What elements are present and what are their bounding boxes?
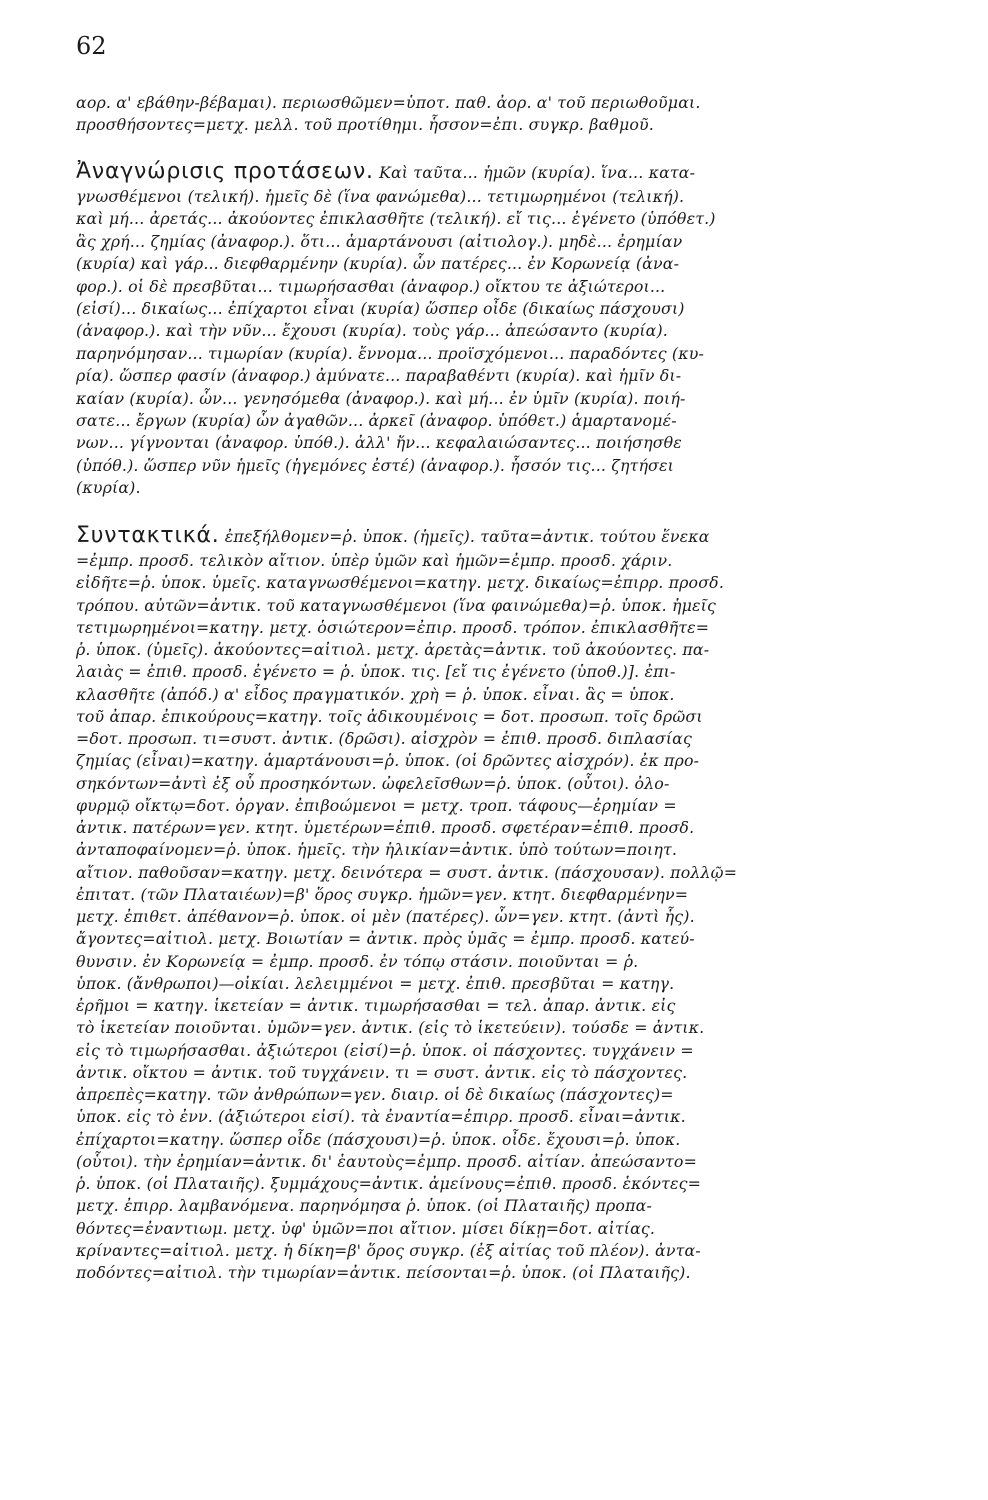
syntaktika-line: εἰδῆτε=ῥ. ὑποκ. ὑμεῖς. καταγνωσθέμενοι=κατηγ. μετχ. δικαίως=ἐπιρρ. προσδ.: [76, 573, 724, 593]
aorist-notes: [76, 92, 928, 137]
syntaktika-line: σηκόντων=ἀντὶ ἐξ οὗ προσηκόντων. ὠφελεῖσθων=ῥ. ὑποκ. (οὗτοι). ὀλο-: [76, 773, 670, 793]
syntaktika-line: =δοτ. προσωπ. τι=συστ. ἀντικ. (δρῶσι). αἰσχρὸν = ἐπιθ. προσδ. διπλασίας: [76, 729, 692, 748]
anagnorisis-line: καὶ μή... ἀρετάς... ἀκούοντες ἐπικλασθῆτε (τελική). εἴ τις... ἐγένετο (ὑπόθετ.): [76, 209, 716, 229]
anagnorisis-line: Καὶ ταῦτα... ἡμῶν (κυρία). ἵνα... κατα-: [379, 163, 696, 182]
anagnorisis-line: (κυρία).: [76, 478, 141, 498]
syntaktika-line: τὸ ἱκετείαν ποιοῦνται. ὑμῶν=γεν. ἀντικ. (εἰς τὸ ἱκετεύειν). τούσδε = ἀντικ.: [76, 1018, 705, 1038]
anagnorisis-line: (εἰσί)... δικαίως... ἐπίχαρτοι εἶναι (κυρία) ὥσπερ οἶδε (δικαίως πάσχουσι): [76, 299, 685, 319]
syntaktika-line: ἐρῆμοι = κατηγ. ἱκετείαν = ἀντικ. τιμωρήσασθαι = τελ. ἀπαρ. ἀντικ. εἰς: [76, 996, 676, 1015]
anagnorisis-line: ρία). ὥσπερ φασίν (ἀναφορ.) ἀμύνατε... παραβαθέντι (κυρία). καὶ ἡμῖν δι-: [76, 366, 682, 386]
anagnorisis-line: φορ.). οἱ δὲ πρεσβῦται... τιμωρήσασθαι (ἀναφορ.) οἴκτου τε ἀξιώτεροι...: [76, 276, 666, 296]
syntaktika-line: ποδόντες=αἰτιολ. τὴν τιμωρίαν=ἀντικ. πείσονται=ῥ. ὑποκ. (οἱ Πλαταιῆς).: [76, 1263, 691, 1282]
syntaktika-line: ἐπιτατ. (τῶν Πλαταιέων)=β' ὅρος συγκρ. ἡμῶν=γεν. κτητ. διεφθαρμένην=: [76, 884, 689, 904]
anagnorisis-line: ἃς χρή... ζημίας (ἀναφορ.). ὅτι... ἁμαρτάνουσι (αἰτιολογ.). μηδὲ... ἐρημίαν: [76, 231, 683, 251]
anagnorisis-line: παρηνόμησαν... τιμωρίαν (κυρία). ἔννομα... προϊσχόμενοι... παραδόντες (κυ-: [76, 343, 704, 363]
syntaktika-line: ῥ. ὑποκ. (ὑμεῖς). ἀκούοντες=αἰτιολ. μετχ. ἀρετὰς=ἀντικ. τοῦ ἀκούοντες. πα-: [76, 640, 710, 659]
syntaktika-line: τρόπου. αὐτῶν=ἀντικ. τοῦ καταγνωσθέμενοι (ἵνα φαινώμεθα)=ῥ. ὑποκ. ἡμεῖς: [76, 595, 716, 615]
page-number: 62: [76, 32, 107, 60]
syntaktika-line: ἄγοντες=αἰτιολ. μετχ. Βοιωτίαν = ἀντικ. πρὸς ὑμᾶς = ἐμπρ. προσδ. κατεύ-: [76, 929, 695, 949]
aorist-line: προσθήσοντες=μετχ. μελλ. τοῦ προτίθημι. ἧσσον=ἐπι. συγκρ. βαθμοῦ.: [76, 115, 654, 135]
syntaktika-line: (οὗτοι). τὴν ἐρημίαν=ἀντικ. δι' ἑαυτοὺς=ἐμπρ. προσδ. αἰτίαν. ἀπεώσαντο=: [76, 1151, 697, 1171]
anagnorisis-line: νων... γίγνονται (ἀναφορ. ὑπόθ.). ἀλλ' ἤν... κεφαλαιώσαντες... ποιήσησθε: [76, 433, 682, 453]
syntaktika-section: [76, 522, 928, 1284]
syntaktika-first-line: [76, 522, 928, 550]
anagnorisis-line: (ἀναφορ.). καὶ τὴν νῦν... ἔχουσι (κυρία). τοὺς γάρ... ἀπεώσαντο (κυρία).: [76, 321, 668, 341]
syntaktika-line: αἴτιον. παθοῦσαν=κατηγ. μετχ. δεινότερα = συστ. ἀντικ. (πάσχουσαν). πολλῷ=: [76, 862, 738, 882]
anagnorisis-line: σατε... ἔργων (κυρία) ὧν ἀγαθῶν... ἀρκεῖ (ἀναφορ. ὑπόθετ.) ἁμαρτανομέ-: [76, 411, 677, 431]
syntaktika-body: [76, 550, 928, 1284]
syntaktika-line: φυρμῷ οἴκτῳ=δοτ. ὀργαν. ἐπιβοώμενοι = μετχ. τροπ. τάφους—ἐρημίαν =: [76, 795, 677, 815]
aorist-line: αορ. α' εβάθην-βέβαμαι). περιωσθῶμεν=ὑποτ. παθ. ἀορ. α' τοῦ περιωθοῦμαι.: [76, 93, 701, 112]
syntaktika-line: θόντες=ἐναντιωμ. μετχ. ὑφ' ὑμῶν=ποι αἴτιον. μίσει δίκῃ=δοτ. αἰτίας.: [76, 1218, 656, 1238]
syntaktika-line: ἀντικ. πατέρων=γεν. κτητ. ὑμετέρων=ἐπιθ. προσδ. σφετέραν=ἐπιθ. προσδ.: [76, 818, 695, 837]
syntaktika-line: ἀνταποφαίνομεν=ῥ. ὑποκ. ἡμεῖς. τὴν ἡλικίαν=ἀντικ. ὑπὸ τούτων=ποιητ.: [76, 840, 678, 860]
anagnorisis-section: [76, 158, 928, 500]
anagnorisis-line: γνωσθέμενοι (τελική). ἡμεῖς δὲ (ἵνα φανώμεθα)... τετιμωρημένοι (τελική).: [76, 187, 685, 206]
syntaktika-line: ἐπεξήλθομεν=ῥ. ὑποκ. (ἡμεῖς). ταῦτα=ἀντικ. τούτου ἕνεκα: [224, 527, 710, 546]
syntaktika-line: ῥ. ὑποκ. (οἱ Πλαταιῆς). ξυμμάχους=ἀντικ. ἀμείνους=ἐπιθ. προσδ. ἑκόντες=: [76, 1174, 701, 1193]
anagnorisis-line: (ὑπόθ.). ὥσπερ νῦν ἡμεῖς (ἡγεμόνες ἐστέ) (ἀναφορ.). ἧσσόν τις... ζητήσει: [76, 455, 674, 475]
syntaktika-line: τοῦ ἀπαρ. ἐπικούρους=κατηγ. τοῖς ἀδικουμένοις = δοτ. προσωπ. τοῖς δρῶσι: [76, 706, 703, 726]
syntaktika-line: μετχ. ἐπιρρ. λαμβανόμενα. παρηνόμησα ῥ. ὑποκ. (οἱ Πλαταιῆς) προπα-: [76, 1196, 652, 1216]
syntaktika-line: ἀντικ. οἴκτου = ἀντικ. τοῦ τυγχάνειν. τι = συστ. ἀντικ. εἰς τὸ πάσχοντες.: [76, 1062, 688, 1082]
syntaktika-line: ὑποκ. (ἄνθρωποι)—οἰκίαι. λελειμμένοι = μετχ. ἐπιθ. πρεσβῦται = κατηγ.: [76, 973, 675, 993]
anagnorisis-first-line: [76, 158, 928, 186]
syntaktika-line: ἀπρεπὲς=κατηγ. τῶν ἀνθρώπων=γεν. διαιρ. οἱ δὲ δικαίως (πάσχοντες)=: [76, 1085, 674, 1104]
syntaktika-line: λαιὰς = ἐπιθ. προσδ. ἐγένετο = ῥ. ὑποκ. τις. [εἴ τις ἐγένετο (ὑποθ.)]. ἐπι-: [76, 662, 676, 682]
syntaktika-line: κρίναντες=αἰτιολ. μετχ. ἡ δίκη=β' ὅρος συγκρ. (ἐξ αἰτίας τοῦ πλέον). ἀντα-: [76, 1240, 701, 1260]
syntaktika-line: τετιμωρημένοι=κατηγ. μετχ. ὁσιώτερον=ἐπιρ. προσδ. τρόπον. ἐπικλασθῆτε=: [76, 617, 710, 637]
syntaktika-line: εἰς τὸ τιμωρήσασθαι. ἀξιώτεροι (εἰσί)=ῥ. ὑποκ. οἱ πάσχοντες. τυγχάνειν =: [76, 1040, 694, 1060]
syntaktika-line: θυνσιν. ἐν Κορωνείᾳ = ἐμπρ. προσδ. ἐν τόπῳ στάσιν. ποιοῦνται = ῥ.: [76, 951, 639, 971]
syntaktika-line: ὑποκ. εἰς τὸ ἐνν. (ἀξιώτεροι εἰσί). τὰ ἐναντία=ἐπιρρ. προσδ. εἶναι=ἀντικ.: [76, 1107, 686, 1127]
syntaktika-line: κλασθῆτε (ἀπόδ.) α' εἶδος πραγματικόν. χρὴ = ῥ. ὑποκ. εἶναι. ἃς = ὑποκ.: [76, 684, 675, 704]
syntaktika-heading: Συντακτικά.: [76, 523, 220, 548]
syntaktika-line: ἐπίχαρτοι=κατηγ. ὥσπερ οἶδε (πάσχουσι)=ῥ. ὑποκ. οἶδε. ἔχουσι=ῥ. ὑποκ.: [76, 1129, 681, 1149]
anagnorisis-line: (κυρία) καὶ γάρ... διεφθαρμένην (κυρία). ὧν πατέρες... ἐν Κορωνείᾳ (ἀνα-: [76, 254, 680, 274]
anagnorisis-heading: Ἀναγνώρισις προτάσεων.: [76, 159, 374, 184]
syntaktika-line: =ἐμπρ. προσδ. τελικὸν αἴτιον. ὑπὲρ ὑμῶν καὶ ἡμῶν=ἐμπρ. προσδ. χάριν.: [76, 551, 673, 570]
syntaktika-line: μετχ. ἐπιθετ. ἀπέθανον=ῥ. ὑποκ. οἱ μὲν (πατέρες). ὧν=γεν. κτητ. (ἀντὶ ἧς).: [76, 907, 695, 926]
syntaktika-line: ζημίας (εἶναι)=κατηγ. ἁμαρτάνουσι=ῥ. ὑποκ. (οἱ δρῶντες αἰσχρόν). ἐκ προ-: [76, 751, 700, 771]
anagnorisis-body: [76, 186, 928, 500]
anagnorisis-line: καίαν (κυρία). ὧν... γενησόμεθα (ἀναφορ.). καὶ μή... ἐν ὑμῖν (κυρία). ποιή-: [76, 388, 686, 408]
